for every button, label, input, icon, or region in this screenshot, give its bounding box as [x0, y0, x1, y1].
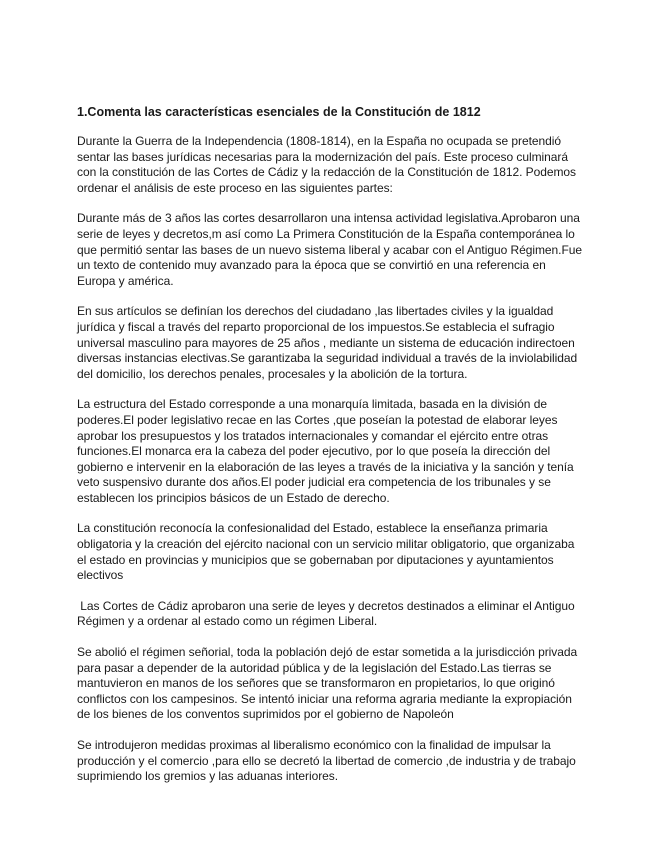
paragraph-legislative-activity: Durante más de 3 años las cortes desarrollaron una intensa actividad legislativa.Aprobaron una serie de leyes y decretos,m así como La Primera Constitución de la España contemporánea lo que permitió sentar las bases de un nuevo sistema liberal y acabar con el Antiguo Régimen.Fue un texto de contenido muy avanzado para la época que se convirtió en una referencia en Europa y américa. — [77, 211, 582, 288]
paragraph-seigneurial-abolition: Se abolió el régimen señorial, toda la población dejó de estar sometida a la jurisdicción privada para pasar a depender de la autoridad pública y de la legislación del Estado.Las tierras se mantuvieron en manos de los señores que se transformaron en propietarios, lo que originó conflictos con los campesinos. Se intentó iniciar una reforma agraria mediante la expropiación de los bienes de los conventos suprimidos por el gobierno de Napoleón — [77, 645, 578, 722]
paragraph-confessionality: La constitución reconocía la confesionalidad del Estado, establece la enseñanza primaria obligatoria y la creación del ejército nacional con un servicio militar obligatorio, que organizaba el estado en provincias y municipios que se gobernaban por diputaciones y ayuntamientos electivos — [77, 521, 575, 583]
paragraph-state-structure: La estructura del Estado corresponde a una monarquía limitada, basada en la división de poderes.El poder legislativo recae en las Cortes ,que poseían la potestad de elaborar leyes aprobar los presupuestos y los tratados internacionales y comandar el ejército entre otras funciones.El monarca era la cabeza del poder ejecutivo, por lo que poseía la dirección del gobierno e intervenir en la elaboración de las leyes a través de la iniciativa y la sanción y tenía veto suspensivo durante dos años.El poder judicial era competencia de los tribunales y se establecen los principios básicos de un Estado de derecho. — [77, 397, 574, 505]
document-title: 1.Comenta las características esenciales de la Constitución de 1812 — [77, 105, 481, 119]
paragraph-economic-liberalism: Se introdujeron medidas proximas al liberalismo económico con la finalidad de impulsar la producción y el comercio ,para ello se decretó la libertad de comercio ,de industria y de trabajo suprimiendo los gremios y las aduanas interiores. — [77, 738, 576, 784]
paragraph-cortes-laws: Las Cortes de Cádiz aprobaron una serie de leyes y decretos destinados a eliminar el Antiguo Régimen y a ordenar al estado como un régimen Liberal. — [77, 598, 578, 629]
paragraph-intro: Durante la Guerra de la Independencia (1808-1814), en la España no ocupada se pretendió sentar las bases jurídicas necesarias para la modernización del país. Este proceso culminará con la constitución de las Cortes de Cádiz y la redacción de la Constitución de 1812. Podemos ordenar el análisis de este proceso en las siguientes partes: — [77, 134, 576, 195]
paragraph-rights: En sus artículos se definían los derechos del ciudadano ,las libertades civiles y la igualdad jurídica y fiscal a través del reparto proporcional de los impuestos.Se establecia el sufragio universal masculino para mayores de 25 años , mediante un sistema de educación indirectoen diversas instancias electivas.Se garantizaba la seguridad individual a través de la inviolabilidad del domicilio, los derechos penales, procesales y la abolición de la tortura. — [77, 304, 578, 381]
document-page — [77, 104, 582, 800]
